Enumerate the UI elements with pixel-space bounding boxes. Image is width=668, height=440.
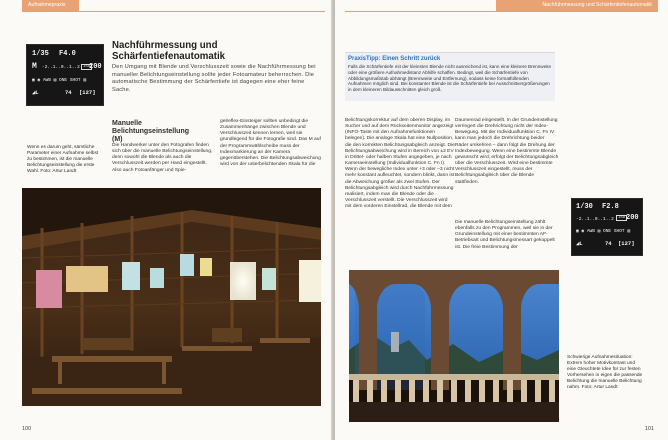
page-number-left: 100 (22, 426, 32, 432)
lcd-iso-badge: ISO (83, 65, 91, 69)
photo-caption-left: Wenn es darum geht, sämtliche Parameter einer Aufnahme selbst zu bestimmen, ist die manuelle Belichtungseinstellung die erste Wahl. Foto: Artur Landt (27, 145, 99, 174)
camera-lcd-display-right (571, 198, 643, 256)
lcd-status-row: ▣ ◉ AWB ▤ ONE SHOT ▥ (32, 78, 87, 83)
page-number-right: 101 (644, 426, 654, 432)
barn-interior-photo (22, 188, 321, 406)
tip-text: Falls die Schärfentiefe mit der kleinsten Blende nicht ausreichend ist, kann eine kleinere Brennweite oder eine größere Aufnahmedistanz Abhilfe schaffen. Bedingt, weil die Schärfentiefe von Abbildungsmaßstab abhängt (Brennweite und Entfernung), sodass keine formatfüllenden Aufnahmen möglich sind. Bei konstanter Blende ist die Schärfentiefe bei Ausschnittvergrößerungen in dem kleineren Bildausschnitten gleich groß. (348, 64, 552, 93)
lcd-status-row-right: ▣ ◉ AWB ▤ ONE SHOT ▥ (576, 229, 631, 234)
barn-interior-image (22, 188, 321, 406)
lcd-shot-count-right: [127] (618, 240, 635, 247)
lcd-mode: M (32, 62, 37, 71)
camera-lcd-display-left (26, 44, 104, 106)
chapter-intro: Den Umgang mit Blende und Verschlusszeit sowie die Nachführmessung bei manueller Belichtungseinstellung sollte jeder Fotoamateur beherrschen. Die automatische Bestimmung der Schärfentiefe ist dagegen eine eher feine Sache. (112, 64, 316, 93)
lcd-exposure-scale: -2..1..0..1..2 (42, 65, 80, 70)
lcd-shutter-right: 1/30 (576, 203, 593, 211)
chapter-title: Nachführmessung und Schärfentiefenautomatik (112, 40, 226, 62)
lcd-battery: ◢L (32, 89, 39, 96)
arcade-photo (349, 270, 559, 422)
practice-tip-box (345, 52, 555, 101)
lcd-iso-badge-right: ISO (618, 216, 626, 220)
lcd-aperture-right: F2.8 (602, 203, 619, 211)
lcd-iso-value-right: 200 (626, 214, 639, 222)
body-column-2: gelreflex-Einsteiger sollten unbedingt die Zusammenhänge zwischen Blende und Verschlusszeit kennen lernen, weil sie grundlegend für die Fotografie sind. Das M auf der Programmwählscheibe muss der Indexmarkierung an der Kamera gegenüberstehen. Die Belichtungsabweichung wird von der unterbelichtenden Skala für die (220, 119, 321, 168)
right-body-column-2b: Die manuelle Belichtungseinstellung zählt ebenfalls zu den Programmen, weil sie in der Grundeinstellung mit einer bestimmten AF-Betriebsart und Belichtungsmessart gekoppelt ist. Die freie Bestimmung der (455, 220, 555, 250)
lcd-aperture: F4.0 (59, 50, 76, 58)
body-column-1: Die Handwerker unter den Fotografen finden sich über die manuelle Belichtungseinstellung, denn sowohl die Blende als auch die Verschlusszeit werden per Hand eingestellt. Also auch Fotoanfänger und Spie- (112, 143, 213, 173)
lcd-remaining: 74 (65, 89, 72, 96)
section-heading: Manuelle Belichtungseinstellung (M) (112, 120, 190, 144)
running-head-left: Aufnahmepraxis (22, 0, 79, 11)
lcd-battery-right: ◢L (576, 240, 583, 247)
left-page (0, 0, 333, 440)
arcade-balcony-image (349, 270, 559, 422)
lcd-exposure-scale-right: -2..1..0..1..2 (576, 217, 614, 222)
right-page (335, 0, 668, 440)
lcd-iso-value: 200 (89, 63, 102, 71)
lcd-shot-count: [127] (79, 89, 96, 96)
lcd-remaining-right: 74 (605, 240, 612, 247)
right-body-column-1: Belichtungskorrektur auf dem oberen Display, im Sucher und auf dem Rückseitenmonitor angezeigt (INFO-Taste mit den Aufnahmefunktionen belegen). Die analoge Skala hat eine Nullposition, die den korrekten Belichtungsabgleich anzeigt. Die Belichtungsabweichung wird in Bereich von ±2 EV in Drittel- oder halben Stufen angegeben, je nach Kameraeinstellung (Individualfunktion C. Fn I). Wenn der bewegliche Index unter +3 oder –3 nicht mehr konstant aufleuchtet, sondern blinkt, dann ist die Abweichung größer als zwei Stufen. Der Belichtungsabgleich wird durch Nachführmessung realisiert, indem man die Blende oder die Verschlusszeit verstellt. Die Verschlusszeit wird mit dem vorderen Einstellrad, die Blende mit dem (345, 118, 455, 210)
right-body-column-2: Daumenrad eingestellt. In der Grundeinstellung verringert die Drehrichtung nicht der Index-Bewegung. Mit der Individualfunktion C. Fn IV kann man jedoch die Drehrichtung beider Räder umkehren – dann folgt die Drehung der Indexbewegung. Wenn eine bestimmte Blende gewünscht wird, erfolgt der Belichtungsabgleich über die Verschlusszeit. Wird eine bestimmte Verschlusszeit eingestellt, muss der Belichtungsabgleich über die Blende stattfinden. (455, 118, 559, 185)
running-head-right: Nachführmessung und Schärfentiefenautomatik (496, 0, 658, 11)
lcd-shutter: 1/35 (32, 50, 49, 58)
tip-title: PraxisTipp: Einen Schritt zurück (348, 56, 441, 62)
photo-caption-right: Schwierige Aufnahmesituation: Extrem hoher Motivkontrast und eine Gleuchtete Idee für zur festen Vorhersehen in eigen die passende Belichtung die manuelle Belichtung nahm. Foto: Artur Landt (567, 355, 643, 390)
running-head-rule-left (22, 11, 325, 12)
running-head-rule-right (345, 11, 658, 12)
